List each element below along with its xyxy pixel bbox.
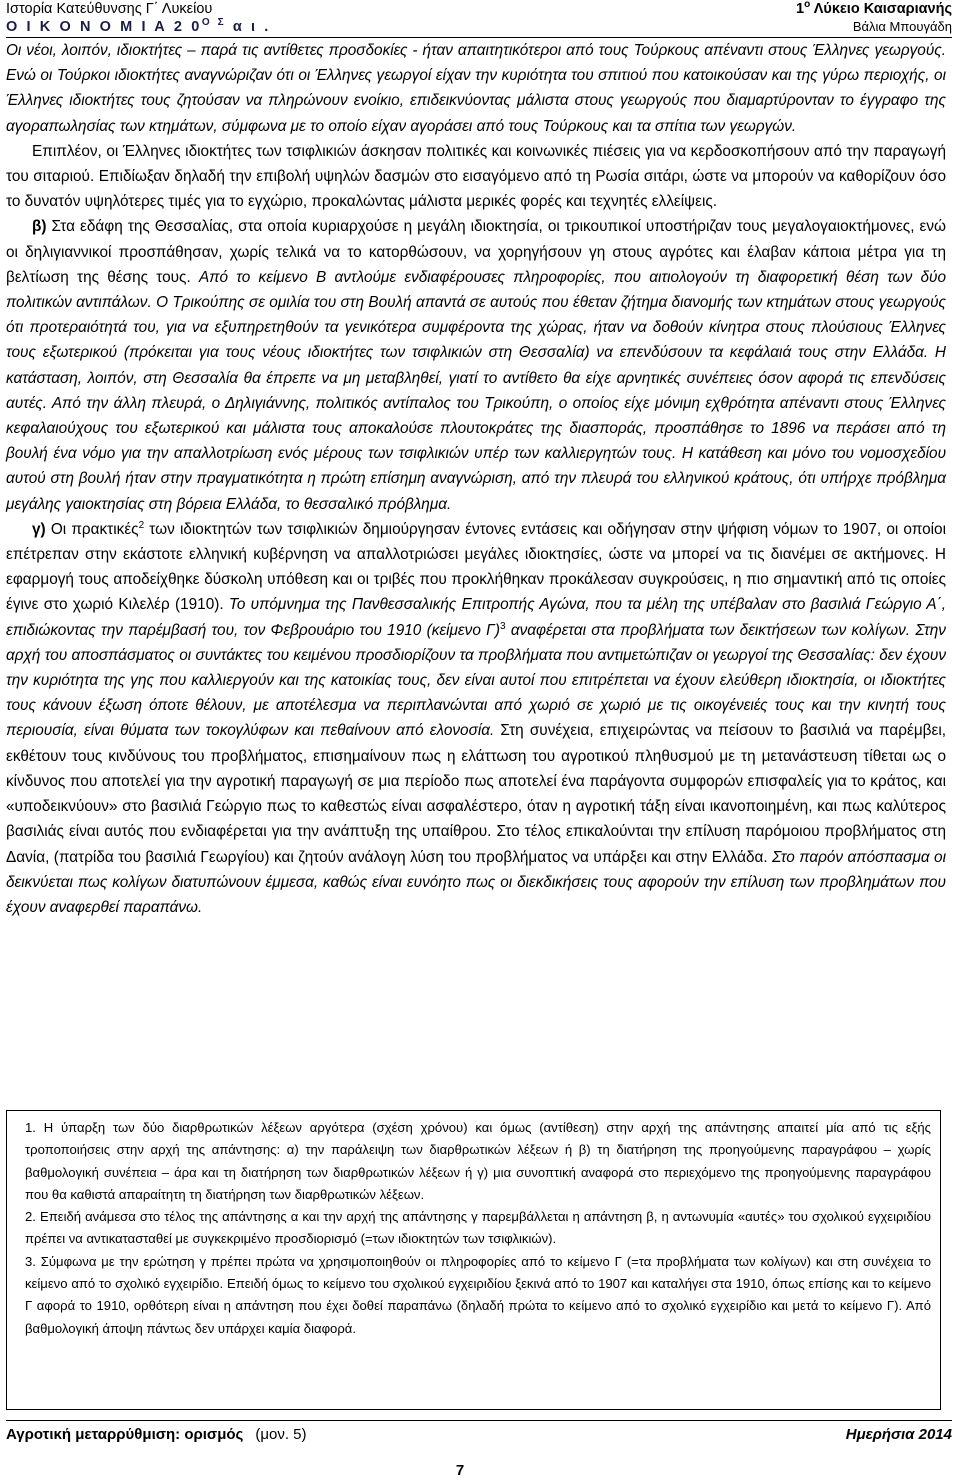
page-footer: [6, 1420, 952, 1443]
footnote-ref-2: 2: [138, 519, 145, 531]
footer-question: Αγροτική μεταρρύθμιση: ορισμός (μον. 5): [6, 1426, 307, 1443]
footnotes-box: [6, 1110, 941, 1410]
paragraph-1: Οι νέοι, λοιπόν, ιδιοκτήτες – παρά τις αντίθετες προσδοκίες - ήταν απαιτητικότεροι από τους Τούρκους απέναντι στους Έλληνες γεωργούς. Ενώ οι Τούρκοι ιδιοκτήτες αναγνώριζαν ότι οι Έλληνες γεωργοί είχαν την κυριότητα του σπιτιού που κατοικούσαν και της γύρω περιοχής, οι Έλληνες ιδιοκτήτες τους ζητούσαν να πληρώνουν ενοίκιο, επιδεικνύοντας μάλιστα στους γεωργούς που διαμαρτύρονταν το έγγραφο της αγοραπωλησίας των κτημάτων, σύμφωνα με το οποίο είχαν αγοράσει από τους Τούρκους και τα σπίτια των γεωργών.: [6, 42, 946, 135]
author-name: Βάλια Μπουγάδη: [852, 19, 952, 34]
paragraph-b: β) Στα εδάφη της Θεσσαλίας, στα οποία κυριαρχούσε η μεγάλη ιδιοκτησία, οι τρικουπικοί υποστήριζαν τους μεγαλογαιοκτήμονες, ενώ οι δηλιγιαννικοί προσπάθησαν, χωρίς τελικά να το κατορθώσουν, να χορηγήσουν γη στους αγρότες και έλαβαν κάποια μέτρα για τη βελτίωση της θέσης τους. Από το κείμενο Β αντλούμε ενδιαφέρουσες πληροφορίες, που αιτιολογούν τη διαφορετική θέση των δύο πολιτικών αντιπάλων. Ο Τρικούπης σε ομιλία του στη Βουλή απαντά σε αυτούς που έθεταν ζήτημα διανομής των κτημάτων στους γεωργούς ότι προτεραιότητά του, για να εξυπηρετηθούν τα γενικότερα συμφέροντα της χώρας, ήταν να δοθούν κίνητρα στους πλούσιους Έλληνες τους εξωτερικού (πρόκειται για τους νέους ιδιοκτήτες των τσιφλικιών στη Θεσσαλία) να επενδύσουν τα κεφάλαιά τους στην Ελλάδα. Η κατάσταση, λοιπόν, στη Θεσσαλία θα έπρεπε να μη μεταβληθεί, γιατί το αντίθετο θα είχε αρνητικές συνέπειες όσον αφορά τις επενδύσεις αυτές. Από την άλλη πλευρά, ο Δηλιγιάννης, πολιτικός αντίπαλος του Τρικούπη, ο οποίος είχε μόνιμη εχθρότητα απέναντι στους Έλληνες κεφαλαιούχους του εξωτερικού και μάλιστα τους αποκαλούσε πλουτοκράτες της διασποράς, προσπάθησε το 1896 να περάσει από τη βουλή ένα νόμο για την απαλλοτρίωση ενός μέρους των τσιφλικιών υπέρ των καλλιεργητών τους. Η κατάθεση και μόνο του νομοσχεδίου αυτού στη βουλή ήταν στην πραγματικότητα η πρώτη επίσημη αναγνώριση, από την πλευρά του ελληνικού κράτους, ότι υπήρχε πρόβλημα μεγάλης γαιοκτησίας στη βόρεια Ελλάδα, το θεσσαλικό πρόβλημα.: [6, 218, 947, 513]
footer-exam-date: Ημερήσια 2014: [845, 1426, 952, 1443]
header-bottom-row: [6, 18, 952, 38]
paragraph-c: γ) Οι πρακτικές$^2$ των ιδιοκτητών των τσιφλικιών δημιούργησαν έντονες εντάσεις και οδήγησαν στην ψήφιση νόμων το 1907, οι οποίοι επέτρεπαν στην εκάστοτε ελληνική κυβέρνηση να απαλλοτριώσει μεγάλες ιδιοκτησίες, ώστε να μπορεί να τις διανέμει σε ακτήμονες. Η εφαρμογή τους αποδείχθηκε δύσκολη υπόθεση και οι τριβές που προκλήθηκαν προκάλεσαν συγκρούσεις, η πιο σημαντική από τις οποίες έγινε στο χωριό Κιλελέρ (1910). Το υπόμνημα της Πανθεσσαλικής Επιτροπής Αγώνα, που τα μέλη της υπέβαλαν στο βασιλιά Γεώργιο Α΄, επιδιώκοντας την παρέμβασή του, τον Φεβρουάριο του 1910 (κείμενο Γ)$^3$ αναφέρεται στα προβλήματα των δεικτήσεων των κολίγων. Στην αρχή του αποσπάσματος οι συντάκτες του κειμένου προσδιορίζουν τα προβλήματα που αντιμετώπιζαν οι γεωργοί της Θεσσαλίας: δεν έχουν την κυριότητα της γης που καλλιεργούν και της κατοικίας τους, δεν είναι αυτοί που επιτρέπεται να έχουν ελεύθερη ιδιοκτησία, οι ιδιοκτήτες τους κάνουν έξωση όποτε θέλουν, με αποτέλεσμα να περιπλανώνται από χωριό σε χωριό με τις οικογένειές τους και την κινητή τους περιουσία, είναι θύματα των τοκογλύφων και πεθαίνουν από ελονοσία. Στη συνέχεια, επιχειρώντας να πείσουν το βασιλιά να παρέμβει, εκθέτουν τους κινδύνους του προβλήματος, επισημαίνουν πως η ελάττωση του αγροτικού πληθυσμού με τη μετανάστευση τίθεται ως ο κίνδυνος που αποτελεί για την αγροτική παραγωγή σε μια περίοδο πως αποτελεί ένα παράγοντα συμφορών επισφαλείς για το κράτος, και «υποδεικνύουν» στο βασιλιά Γεώργιο πως το καθεστώς είναι ασφαλέστερο, όταν η αγροτική τάξη είναι ικανοποιημένη, και πως καλύτερος βασιλιάς είναι αυτός που ενδιαφέρεται για την ανάπτυξη της υπαίθρου. Στο τέλος επικαλούνται την επίλυση παρόμοιου προβλήματος στη Δανία, (πατρίδα του βασιλιά Γεωργίου) και ζητούν ανάλογη λύση του προβλήματος να υπάρξει και στην Ελλάδα. Στο παρόν απόσπασμα οι δεικνύεται πως κολίγων διατυπώνουν έμμεσα, καθώς είναι ευνόητο πως οι διεκδικήσεις τους αφορούν την επίλυση των προβλημάτων που έχουν αναφερθεί παραπάνω.: [6, 519, 946, 916]
footnote-3: 3. Σύμφωνα με την ερώτηση γ πρέπει πρώτα να χρησιμοποιηθούν οι πληροφορίες από το κείμενο Γ (=τα προβλήματα των κολίγων) και στη συνέχεια το κείμενο από το σχολικό εγχειρίδιο. Επειδή όμως το κείμενο του σχολικού εγχειριδίου ξεκινά από το 1907 και καταλήγει στα 1910, όπως επίσης και το κείμενο Γ αφορά το 1910, ορθότερη είναι η απάντηση που έχει δοθεί παραπάνω (δηλαδή πρώτα το κείμενο από το σχολικό εγχειρίδιο και μετά το κείμενο Γ). Από βαθμολογική άποψη πάντως δεν υπάρχει καμία διαφορά.: [25, 1253, 931, 1336]
footnote-ref-3: 3: [500, 620, 506, 632]
subject-title: Ο Ι Κ Ο Ν Ο Μ Ι Α 2 $0^{O \Sigma}$ α ι .: [6, 17, 271, 35]
course-title: Ιστορία Κατεύθυνσης Γ΄ Λυκείου: [6, 1, 213, 17]
label-b: β): [32, 218, 47, 236]
label-c: γ): [32, 520, 46, 538]
footnote-2: 2. Επειδή ανάμεσα στο τέλος της απάντησης α και την αρχή της απάντησης γ παρεμβάλλεται η απάντηση β, η αντωνυμία «αυτές» του σχολικού εγχειριδίου πρέπει να αντικατασταθεί με συγκεκριμένο προσδιορισμό (=των ιδιοκτητών των τσιφλικιών).: [25, 1209, 931, 1247]
footnote-1: 1. Η ύπαρξη των δύο διαρθρωτικών λέξεων αργότερα (σχέση χρόνου) και όμως (αντίθεση) στην αρχή της απάντησης απαιτεί μία από τις εξής τροποποιήσεις στην αρχή της απάντησης: α) την παράλειψη των διαρθρωτικών λέξεων ή β) τη διατήρηση της προηγούμενης παραγράφου – χωρίς βαθμολογική συνέπεια – άρα και τη διατήρηση των διαρθρωτικών λέξεων ή γ) μια συνοπτική αναφορά στο περιεχόμενο της προηγούμενης παραγράφου που θα καθιστά απαραίτητη τη διατήρηση των διαρθρωτικών λέξεων.: [25, 1120, 931, 1202]
school-name: $1^o$ Λύκειο Καισαριανής: [796, 0, 952, 17]
main-text: [6, 38, 946, 920]
footer-units: (μον. 5): [255, 1426, 307, 1443]
page-number: 7: [455, 1462, 465, 1479]
paragraph-2: Επιπλέον, οι Έλληνες ιδιοκτήτες των τσιφλικιών άσκησαν πολιτικές και κοινωνικές πιέσεις για να κερδοσκοπήσουν από την παραγωγή του σιταριού. Επιδίωξαν δηλαδή την επιβολή υψηλών δασμών στο εισαγόμενο από τη Ρωσία σιτάρι, ώστε να μπορούν να καθορίζουν όσο το δυνατόν υψηλότερες τιμές για το εγχώριο, προκαλώντας μάλιστα μερικές φορές και τεχνητές ελλείψεις.: [6, 142, 946, 211]
